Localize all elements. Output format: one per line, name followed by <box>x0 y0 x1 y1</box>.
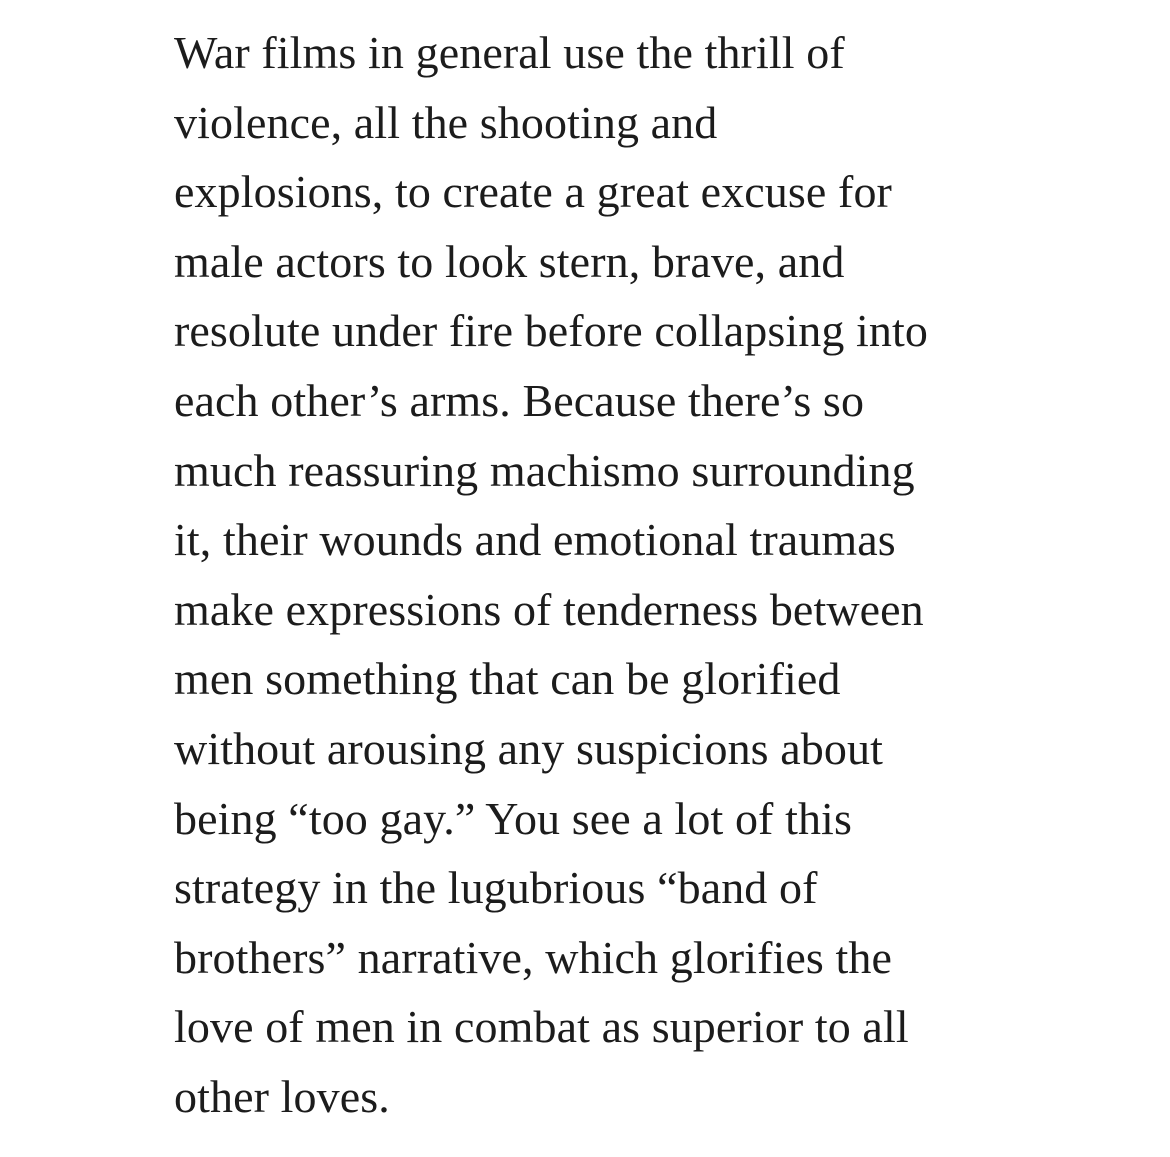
paragraph-line: make expressions of tenderness between <box>174 583 924 635</box>
paragraph-line: it, their wounds and emotional traumas <box>174 514 896 566</box>
paragraph-line: without arousing any suspicions about <box>174 722 883 774</box>
paragraph-line: resolute under fire before collapsing into <box>174 305 928 357</box>
paragraph-line: each other’s arms. Because there’s so <box>174 374 865 426</box>
paragraph-line: violence, all the shooting and <box>174 96 718 148</box>
body-paragraph <box>174 18 1074 1132</box>
paragraph-line: other loves. <box>174 1070 390 1122</box>
paragraph-line: male actors to look stern, brave, and <box>174 235 845 287</box>
paragraph-line: strategy in the lugubrious “band of <box>174 862 818 914</box>
paragraph-line: men something that can be glorified <box>174 653 841 705</box>
paragraph-line: brothers” narrative, which glorifies the <box>174 931 893 983</box>
paragraph-line: love of men in combat as superior to all <box>174 1001 909 1053</box>
paragraph-line: being “too gay.” You see a lot of this <box>174 792 852 844</box>
paragraph-line: explosions, to create a great excuse for <box>174 166 892 218</box>
paragraph-line: much reassuring machismo surrounding <box>174 444 915 496</box>
paragraph-line: War films in general use the thrill of <box>174 27 845 78</box>
